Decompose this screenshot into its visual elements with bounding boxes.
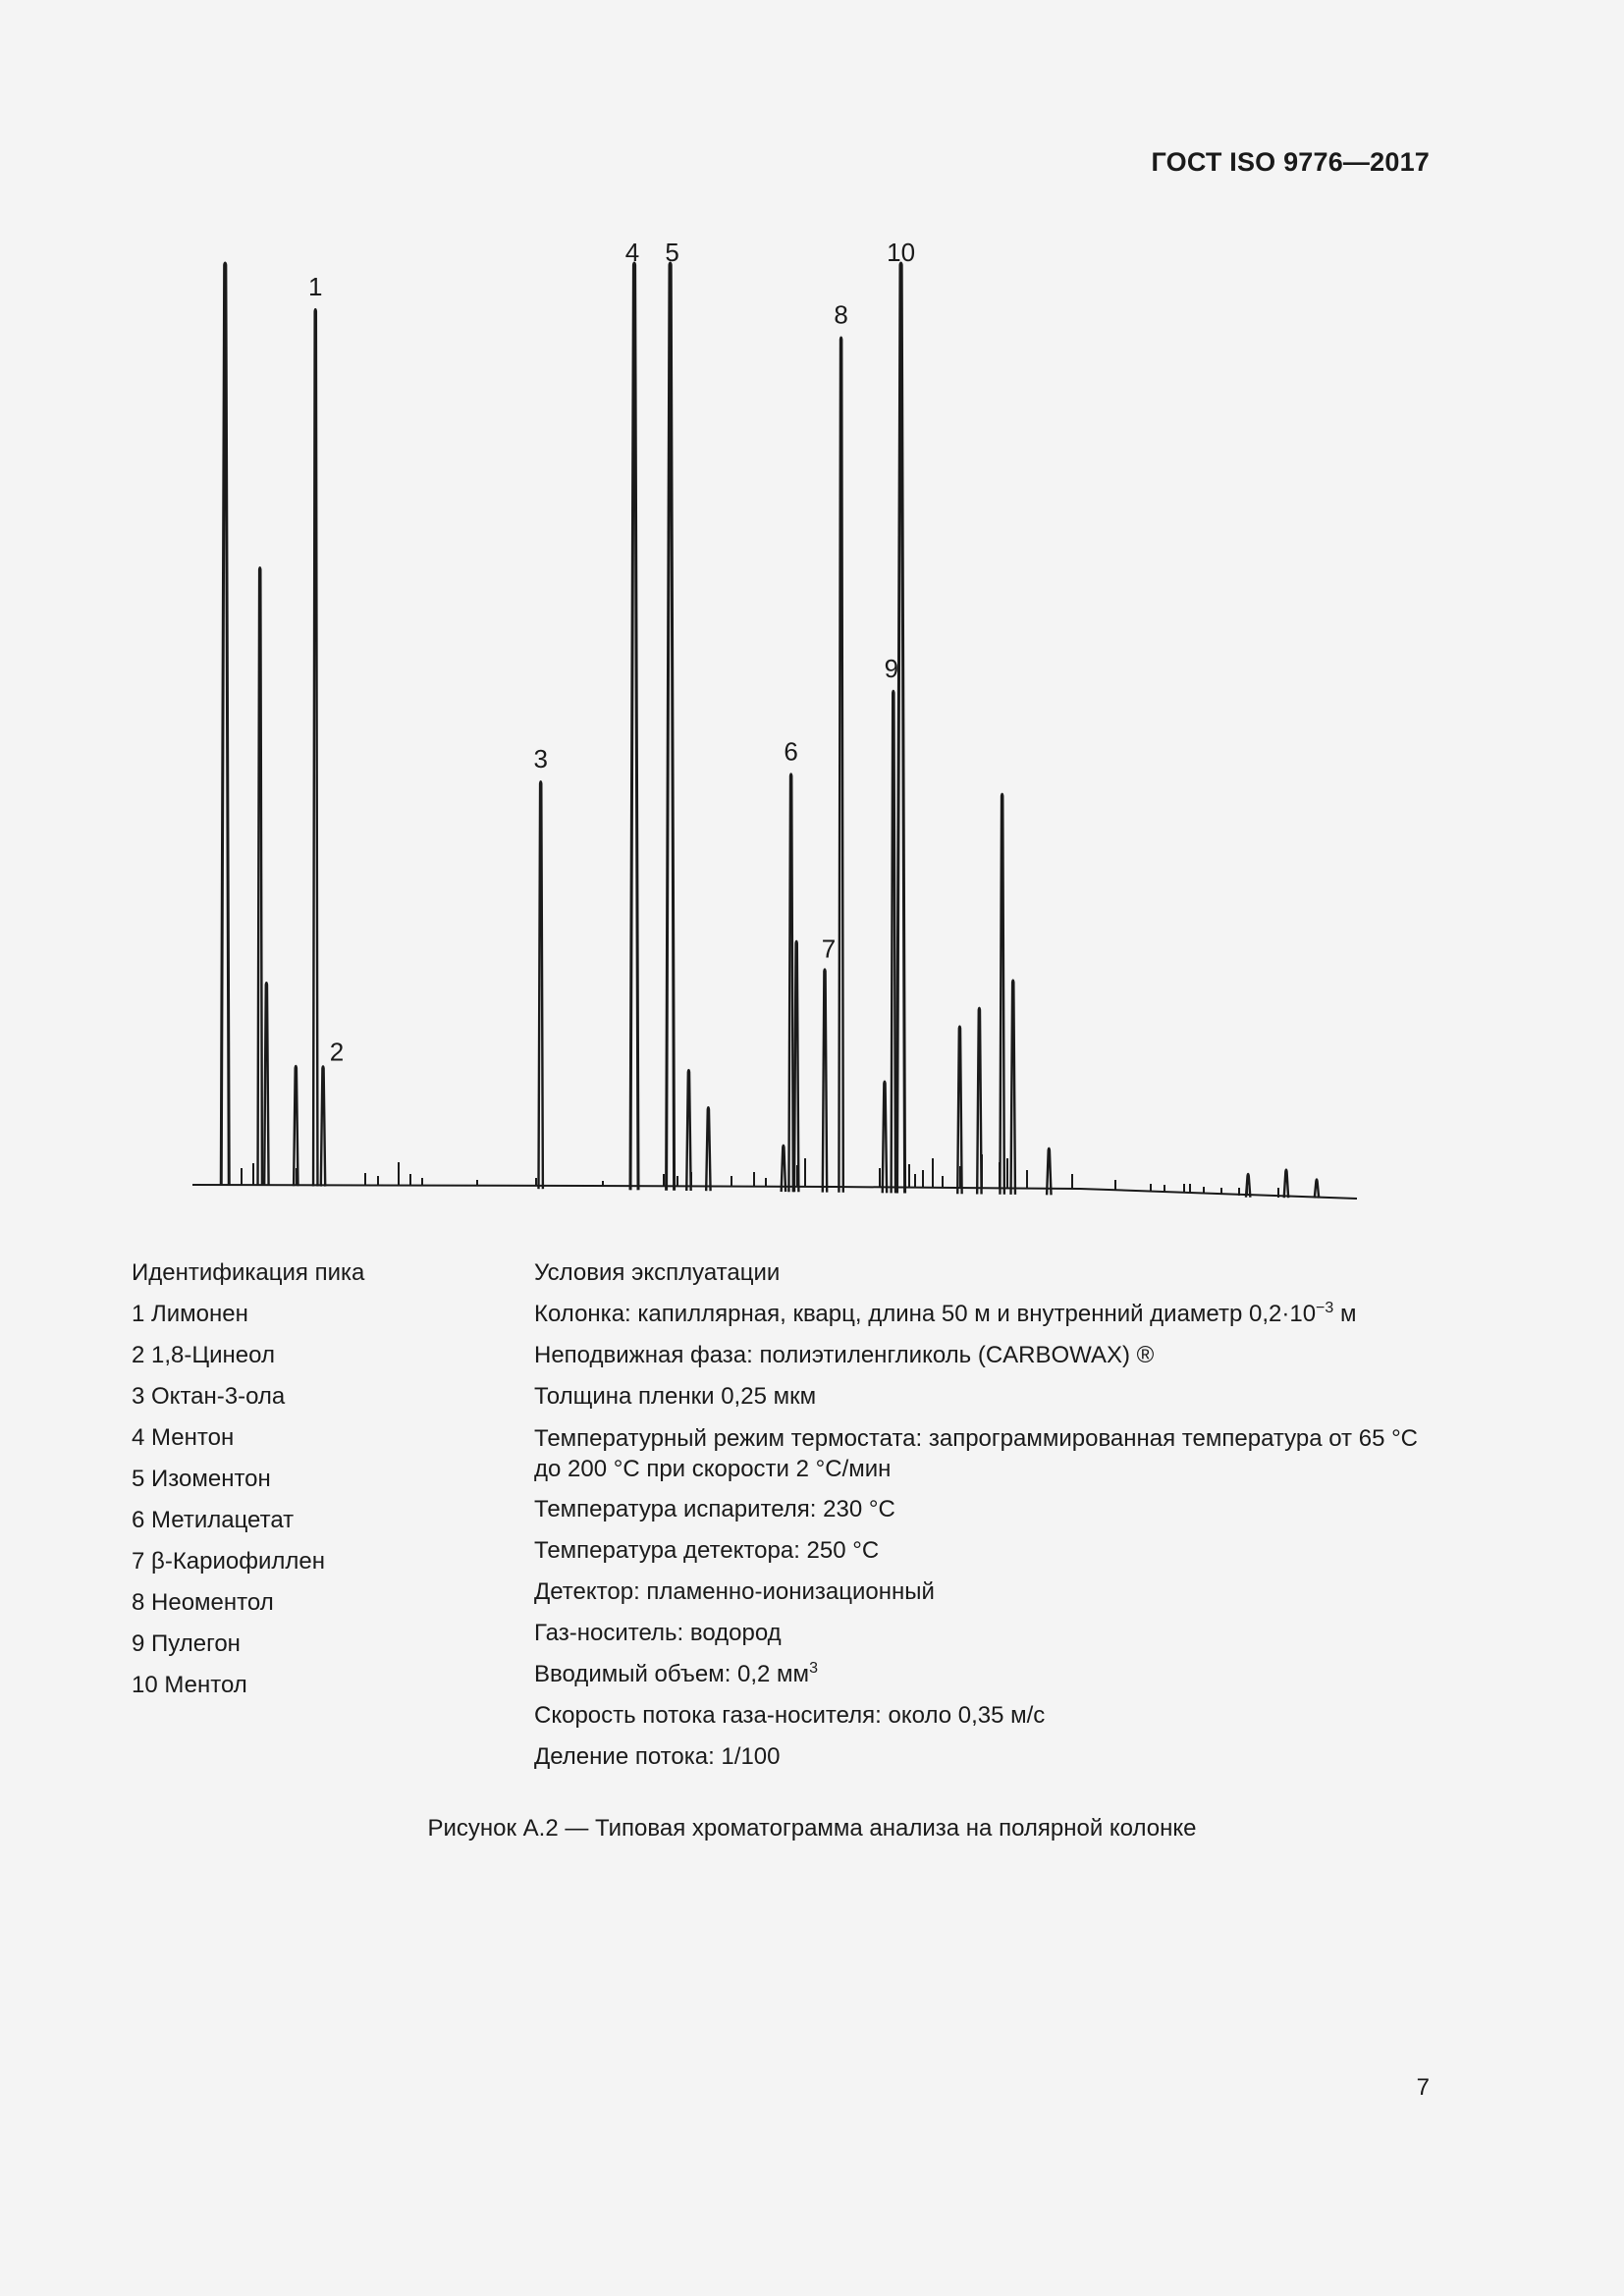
chromatogram-peak-4 — [630, 263, 638, 1190]
chromatogram-peak — [1284, 1170, 1288, 1199]
peak-identification-item: 4 Ментон — [132, 1424, 235, 1451]
chromatogram-peak-7 — [823, 969, 827, 1192]
figure-caption: Рисунок А.2 — Типовая хроматограмма анализа на полярной колонке — [427, 1815, 1197, 1842]
peak-label-9: 9 — [884, 653, 899, 683]
peak-label-6: 6 — [784, 736, 798, 767]
peak-label-5: 5 — [665, 238, 679, 267]
condition-film-thickness: Толщина пленки 0,25 мкм — [534, 1383, 817, 1410]
peak-identification-item: 3 Октан-3-ола — [132, 1383, 286, 1410]
condition-oven-program: Температурный режим термостата: запрограммированная температура от 65 °С до 200 °С при скорости 2 °С/мин — [534, 1425, 1419, 1482]
chromatogram-peaks — [221, 263, 1319, 1199]
peak-label-1: 1 — [308, 272, 323, 302]
peak-label-2: 2 — [329, 1037, 345, 1067]
peak-identification-item: 8 Неоментол — [132, 1589, 274, 1616]
chromatogram-peak — [221, 263, 229, 1185]
peak-identification-item: 5 Изоментон — [132, 1466, 271, 1492]
condition-split-ratio: Деление потока: 1/100 — [534, 1743, 781, 1770]
peak-label-10: 10 — [887, 238, 916, 267]
condition-detector: Детектор: пламенно-ионизационный — [534, 1578, 935, 1605]
chromatogram-peak-9 — [892, 691, 895, 1194]
chromatogram-peak — [1000, 794, 1003, 1195]
chromatogram-peak — [294, 1066, 298, 1186]
conditions-heading: Условия эксплуатации — [534, 1259, 781, 1286]
document-standard-header: ГОСТ ISO 9776—2017 — [1151, 147, 1430, 177]
chromatogram-peak — [1315, 1179, 1319, 1198]
chromatogram-peak — [977, 1008, 981, 1195]
peak-identification-item: 2 1,8-Цинеол — [132, 1342, 275, 1368]
peak-identification-item: 9 Пулегон — [132, 1630, 241, 1657]
peak-identification-item: 6 Метилацетат — [132, 1507, 295, 1533]
condition-injection-volume: Вводимый объем: 0,2 $мм^3$ — [534, 1660, 818, 1687]
peak-label-8: 8 — [834, 299, 848, 330]
chromatogram-peak — [686, 1070, 690, 1191]
condition-injector-temperature: Температура испарителя: 230 °С — [534, 1496, 895, 1522]
peak-identification-list — [132, 1253, 364, 1706]
chromatogram-peak-1 — [313, 309, 317, 1186]
condition-detector-temperature: Температура детектора: 250 °С — [534, 1537, 880, 1564]
peak-identification-item: 10 Ментол — [132, 1672, 247, 1698]
condition-stationary-phase: Неподвижная фаза: полиэтиленгликоль (CARBOWAX) ® — [534, 1342, 1155, 1368]
chromatogram-peak — [1011, 981, 1015, 1195]
chromatogram-peak — [706, 1107, 710, 1191]
condition-carrier-flow: Скорость потока газа-носителя: около 0,35 м/с — [534, 1702, 1046, 1729]
page-number: 7 — [1416, 2074, 1430, 2101]
chromatogram-baseline — [192, 1185, 1357, 1199]
peak-identification-item: 1 Лимонен — [132, 1301, 248, 1327]
condition-column: Колонка: капиллярная, кварц, длина 50 м и внутренний диаметр $0,2\cdot 10^{-3}$ м — [534, 1300, 1357, 1327]
chromatogram-peak-10 — [897, 263, 905, 1194]
chromatogram-peak — [883, 1082, 887, 1194]
peak-identification-heading: Идентификация пика — [132, 1259, 365, 1286]
chromatogram-peak — [258, 567, 262, 1186]
chromatogram-peak-labels — [308, 238, 915, 1066]
peak-identification-item: 7 β-Кариофиллен — [132, 1548, 326, 1575]
chromatogram-peak-8 — [839, 338, 842, 1193]
condition-carrier-gas: Газ-носитель: водород — [534, 1620, 782, 1646]
peak-label-7: 7 — [821, 934, 837, 964]
chromatogram-peak-3 — [538, 781, 542, 1189]
chromatogram-peak-2 — [321, 1066, 325, 1186]
peak-label-3: 3 — [533, 744, 548, 774]
chromatogram-peak — [794, 941, 798, 1192]
operating-conditions — [534, 1253, 1437, 1778]
chromatogram-peak — [782, 1146, 785, 1192]
peak-label-4: 4 — [624, 238, 640, 267]
chromatogram-peak — [264, 983, 268, 1186]
chromatogram-peak-5 — [667, 263, 675, 1191]
chromatogram-peak-6 — [788, 774, 792, 1192]
